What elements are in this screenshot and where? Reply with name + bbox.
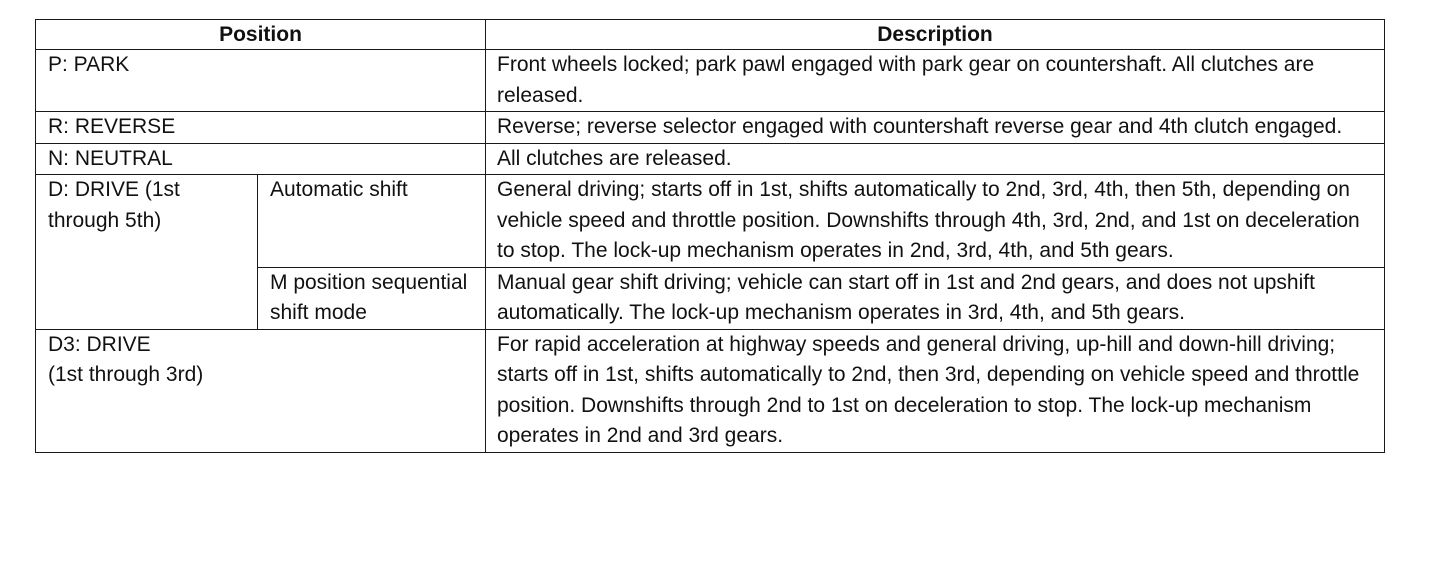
position-cell: N: NEUTRAL xyxy=(36,143,486,175)
description-cell: Front wheels locked; park pawl engaged with park gear on countershaft. All clutches are released. xyxy=(486,50,1385,112)
description-cell: Reverse; reverse selector engaged with countershaft reverse gear and 4th clutch engaged. xyxy=(486,112,1385,144)
mode-cell: M position sequential shift mode xyxy=(258,267,486,329)
position-cell: D: DRIVE (1st through 5th) xyxy=(36,175,258,330)
shift-position-table xyxy=(35,19,1385,453)
position-cell: P: PARK xyxy=(36,50,486,112)
table-row-park xyxy=(36,50,1385,112)
column-header-position: Position xyxy=(36,20,486,50)
table-row-drive-3 xyxy=(36,329,1385,452)
description-cell: Manual gear shift driving; vehicle can start off in 1st and 2nd gears, and does not upshift automatically. The lock-up mechanism operates in 3rd, 4th, and 5th gears. xyxy=(486,267,1385,329)
description-cell: All clutches are released. xyxy=(486,143,1385,175)
description-cell: For rapid acceleration at highway speeds and general driving, up-hill and down-hill driving; starts off in 1st, shifts automatically to 2nd, then 3rd, depending on vehicle speed and throttle position. Downshifts through 2nd to 1st on deceleration to stop. The lock-up mechanism operates in 2nd and 3rd gears. xyxy=(486,329,1385,452)
table-row-neutral xyxy=(36,143,1385,175)
position-cell: R: REVERSE xyxy=(36,112,486,144)
table-row-drive-automatic xyxy=(36,175,1385,268)
description-cell: General driving; starts off in 1st, shifts automatically to 2nd, 3rd, 4th, then 5th, depending on vehicle speed and throttle position. Downshifts through 4th, 3rd, 2nd, and 1st on deceleration to stop. The lock-up mechanism operates in 2nd, 3rd, 4th, and 5th gears. xyxy=(486,175,1385,268)
table-header-row xyxy=(36,20,1385,50)
table-row-reverse xyxy=(36,112,1385,144)
column-header-description: Description xyxy=(486,20,1385,50)
mode-cell: Automatic shift xyxy=(258,175,486,268)
position-cell: D3: DRIVE (1st through 3rd) xyxy=(36,329,486,452)
